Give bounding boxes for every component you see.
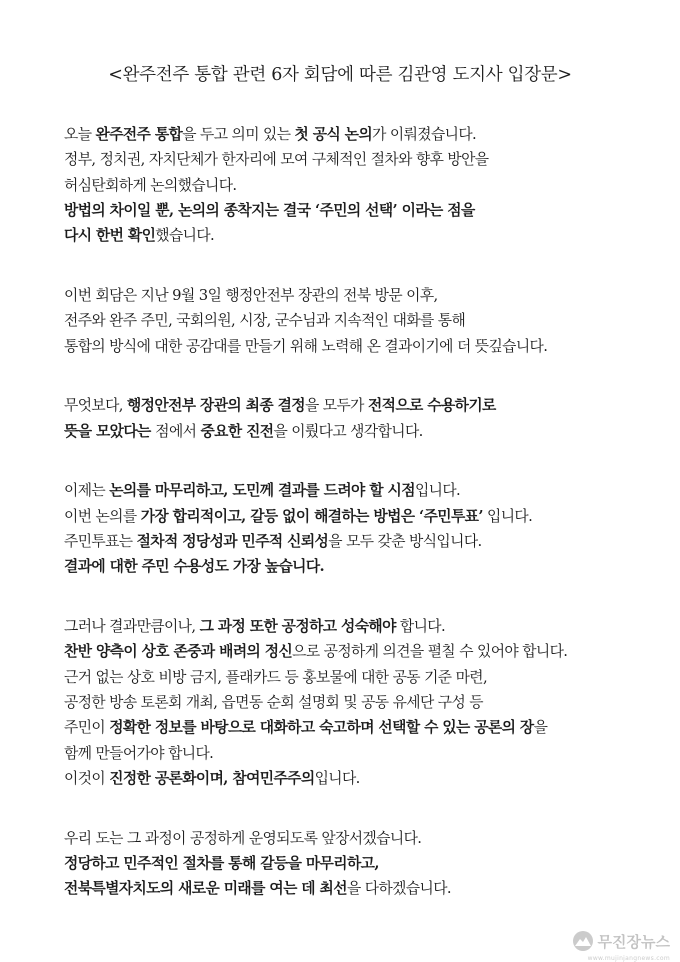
body-text: 입니다. — [314, 769, 360, 787]
text-line — [64, 876, 664, 901]
text-line — [64, 639, 664, 664]
paragraph — [64, 826, 664, 902]
watermark-url: www.mujinjangnews.com — [587, 955, 670, 962]
body-text: 이번 논의를 — [64, 507, 141, 525]
body-text: 을 모두 갖춘 방식입니다. — [328, 533, 482, 551]
emphasized-text: 그 과정 또한 공정하고 성숙해야 — [199, 618, 396, 636]
document-title: <완주전주 통합 관련 6자 회담에 따른 김관영 도지사 입장문> — [108, 65, 572, 85]
text-line — [64, 665, 664, 690]
text-line — [64, 419, 664, 444]
text-line — [64, 173, 664, 198]
body-text: 주민투표는 — [64, 533, 137, 551]
body-text: 무엇보다, — [64, 397, 127, 415]
text-line — [64, 554, 664, 579]
text-line — [64, 334, 664, 359]
paragraph — [64, 478, 664, 579]
paragraph — [64, 283, 664, 359]
body-text: 전주와 완주 주민, 국회의원, 시장, 군수님과 지속적인 대화를 통해 — [64, 312, 466, 330]
emphasized-text: 방법의 차이일 뿐, 논의의 종착지는 결국 ‘주민의 선택’ 이라는 점을 — [64, 201, 475, 219]
paragraph — [64, 122, 664, 248]
emphasized-text: 완주전주 통합 — [95, 126, 183, 143]
watermark-text: 무진장뉴스 — [597, 932, 670, 951]
text-line — [64, 690, 664, 715]
body-text: 공정한 방송 토론회 개최, 읍면동 순회 설명회 및 공동 유세단 구성 등 — [64, 694, 483, 712]
paragraph — [64, 614, 664, 791]
body-text: 함께 만들어가야 합니다. — [64, 744, 214, 762]
emphasized-text: 절차적 정당성과 민주적 신뢰성 — [136, 533, 329, 551]
body-text: 입니다. — [414, 482, 461, 500]
emphasized-text: 전북특별자치도의 새로운 미래를 여는 데 최선 — [64, 880, 347, 898]
body-text: 을 두고 의미 있는 — [182, 126, 295, 143]
emphasized-text: 뜻을 모았다는 — [64, 422, 156, 440]
body-text: 이번 회담은 지난 9월 3일 행정안전부 장관의 전북 방문 이후, — [64, 286, 438, 304]
emphasized-text: 전적으로 수용하기로 — [367, 397, 496, 415]
body-text: 그러나 결과만큼이나, — [64, 618, 200, 636]
text-line — [64, 766, 664, 791]
emphasized-text: 다시 한번 확인 — [64, 227, 156, 245]
body-text: 을 — [533, 719, 548, 737]
text-line — [64, 504, 664, 529]
text-line — [64, 308, 664, 333]
body-text: 허심탄회하게 논의했습니다. — [64, 176, 237, 194]
text-line — [64, 826, 664, 851]
mountain-logo-icon — [572, 930, 594, 952]
text-line — [64, 529, 664, 554]
emphasized-text: 행정안전부 장관의 최종 결정 — [126, 397, 305, 415]
text-line — [64, 715, 664, 740]
text-line — [64, 741, 664, 766]
body-text: 이것이 — [64, 769, 110, 787]
emphasized-text: 결과에 대한 주민 수용성도 가장 높습니다. — [64, 558, 325, 576]
body-text: 했습니다. — [155, 227, 215, 245]
body-text: 주민이 — [64, 719, 110, 737]
text-line — [64, 198, 664, 223]
body-text: 을 다하겠습니다. — [346, 880, 452, 898]
body-text: 오늘 — [64, 126, 96, 143]
body-text: 우리 도는 그 과정이 공정하게 운영되도록 앞장서겠습니다. — [64, 829, 422, 847]
emphasized-text: 논의를 마무리하고, 도민께 결과를 드려야 할 시점 — [109, 482, 415, 500]
emphasized-text: 정당하고 민주적인 절차를 통해 갈등을 마무리하고, — [64, 855, 379, 873]
text-line — [64, 478, 664, 503]
body-text: 점에서 — [155, 422, 201, 440]
paragraph — [64, 393, 664, 444]
document-body — [64, 122, 664, 936]
body-text: 입니다. — [482, 507, 533, 525]
publisher-watermark — [572, 928, 670, 962]
body-text: 근거 없는 상호 비방 금지, 플래카드 등 홍보물에 대한 공동 기준 마련, — [64, 668, 488, 686]
text-line — [64, 393, 664, 418]
emphasized-text: 찬반 양측이 상호 존중과 배려의 정신 — [64, 643, 293, 661]
text-line — [64, 614, 664, 639]
emphasized-text: 진정한 공론화이며, 참여민주주의 — [109, 769, 315, 787]
body-text: 통합의 방식에 대한 공감대를 만들기 위해 노력해 온 결과이기에 더 뜻깊습니다. — [64, 337, 548, 355]
text-line — [64, 122, 664, 147]
text-line — [64, 147, 664, 172]
body-text: 이제는 — [64, 482, 110, 500]
emphasized-text: 첫 공식 논의 — [294, 126, 373, 143]
emphasized-text: 가장 합리적이고, 갈등 없이 해결하는 방법은 ‘주민투표’ — [140, 507, 483, 525]
emphasized-text: 중요한 진전 — [200, 422, 274, 440]
emphasized-text: 정확한 정보를 바탕으로 대화하고 숙고하며 선택할 수 있는 공론의 장 — [109, 719, 534, 737]
body-text: 으로 공정하게 의견을 펼칠 수 있어야 합니다. — [292, 643, 568, 661]
body-text: 가 이뤄졌습니다. — [372, 126, 477, 143]
body-text: 합니다. — [395, 618, 446, 636]
body-text: 을 이뤘다고 생각합니다. — [273, 422, 423, 440]
body-text: 정부, 정치권, 자치단체가 한자리에 모여 구체적인 절차와 향후 방안을 — [64, 151, 489, 169]
text-line — [64, 851, 664, 876]
text-line — [64, 223, 664, 248]
text-line — [64, 283, 664, 308]
body-text: 을 모두가 — [304, 397, 368, 415]
